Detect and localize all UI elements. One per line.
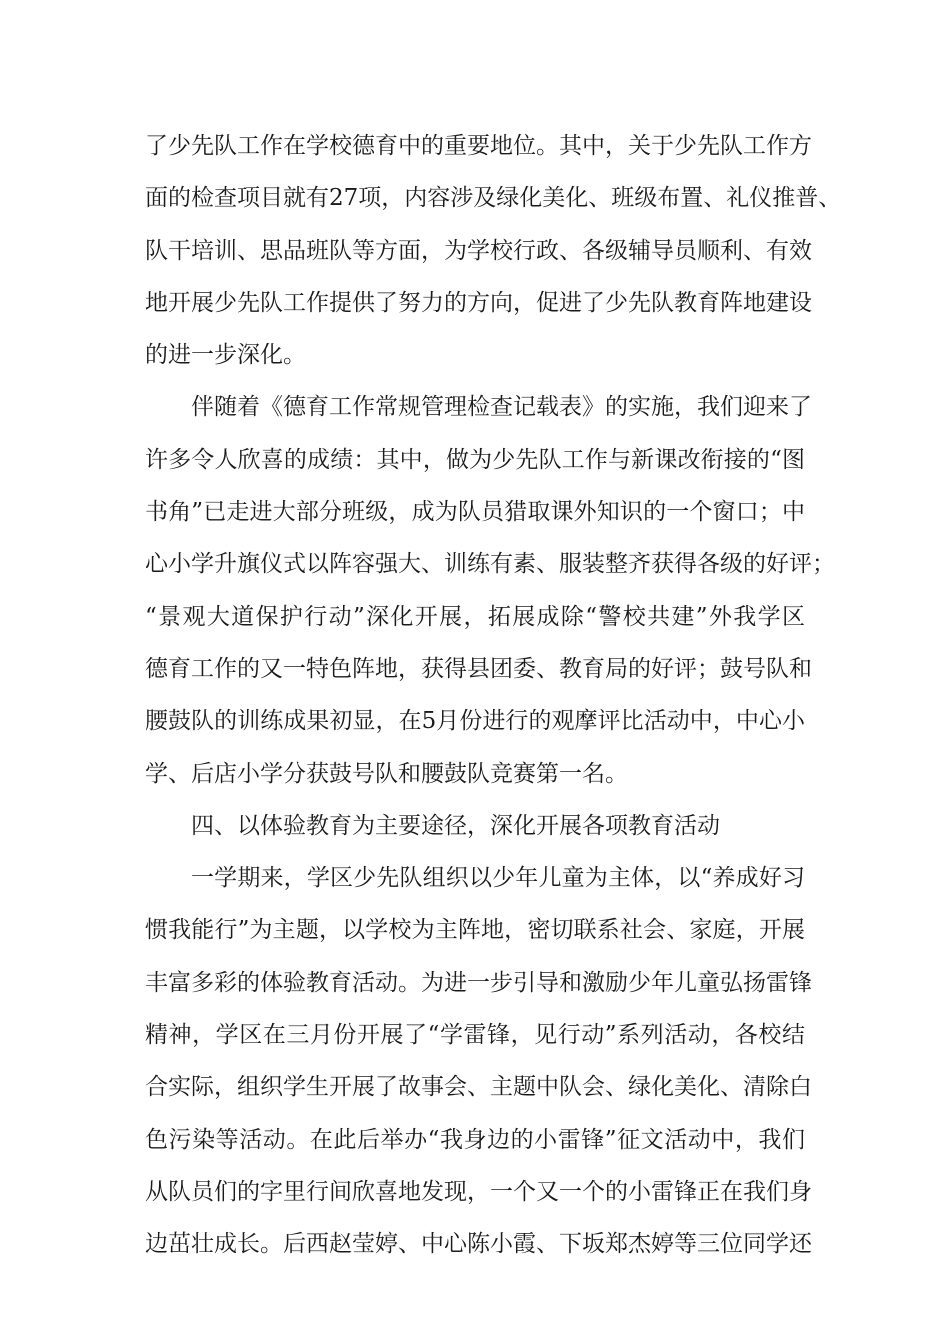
text-line: 边茁壮成长。后西赵莹婷、中心陈小霞、下坂郑杰婷等三位同学还 bbox=[145, 1231, 812, 1258]
text-line: 丰富多彩的体验教育活动。为进一步引导和激励少年儿童弘扬雷锋 bbox=[145, 969, 812, 996]
text-line: 惯我能行”为主题，以学校为主阵地，密切联系社会、家庭，开展 bbox=[145, 917, 805, 944]
text-line: 心小学升旗仪式以阵容强大、训练有素、服装整齐获得各级的好评； bbox=[145, 551, 835, 578]
text-line: 一学期来，学区少先队组织以少年儿童为主体，以“养成好习 bbox=[191, 865, 805, 892]
text-line: 腰鼓队的训练成果初显，在5月份进行的观摩评比活动中，中心小 bbox=[145, 708, 805, 735]
text-line: 从队员们的字里行间欣喜地发现，一个又一个的小雷锋正在我们身 bbox=[145, 1178, 812, 1205]
text-line: 学、后店小学分获鼓号队和腰鼓队竞赛第一名。 bbox=[145, 760, 628, 787]
text-line: 许多令人欣喜的成绩：其中，做为少先队工作与新课改衔接的“图 bbox=[145, 446, 805, 473]
text-line: 德育工作的又一特色阵地，获得县团委、教育局的好评；鼓号队和 bbox=[145, 655, 812, 682]
text-line: “景观大道保护行动”深化开展，拓展成除“警校共建”外我学区 bbox=[145, 603, 805, 630]
text-line: 面的检查项目就有27项，内容涉及绿化美化、班级布置、礼仪推普、 bbox=[145, 185, 842, 212]
section-heading: 四、以体验教育为主要途径，深化开展各项教育活动 bbox=[191, 812, 720, 839]
text-line: 色污染等活动。在此后举办“我身边的小雷锋”征文活动中，我们 bbox=[145, 1126, 805, 1153]
body-text bbox=[145, 120, 842, 1271]
text-line: 合实际，组织学生开展了故事会、主题中队会、绿化美化、清除白 bbox=[145, 1074, 812, 1101]
text-line: 精神，学区在三月份开展了“学雷锋，见行动”系列活动，各校结 bbox=[145, 1022, 805, 1049]
text-line: 地开展少先队工作提供了努力的方向，促进了少先队教育阵地建设 bbox=[145, 289, 812, 316]
text-line: 书角”已走进大部分班级，成为队员猎取课外知识的一个窗口；中 bbox=[145, 499, 805, 526]
text-line: 队干培训、思品班队等方面，为学校行政、各级辅导员顺利、有效 bbox=[145, 237, 812, 264]
text-line: 了少先队工作在学校德育中的重要地位。其中，关于少先队工作方 bbox=[145, 133, 812, 159]
text-line: 的进一步深化。 bbox=[145, 342, 306, 369]
text-line: 伴随着《德育工作常规管理检查记载表》的实施，我们迎来了 bbox=[191, 394, 812, 421]
